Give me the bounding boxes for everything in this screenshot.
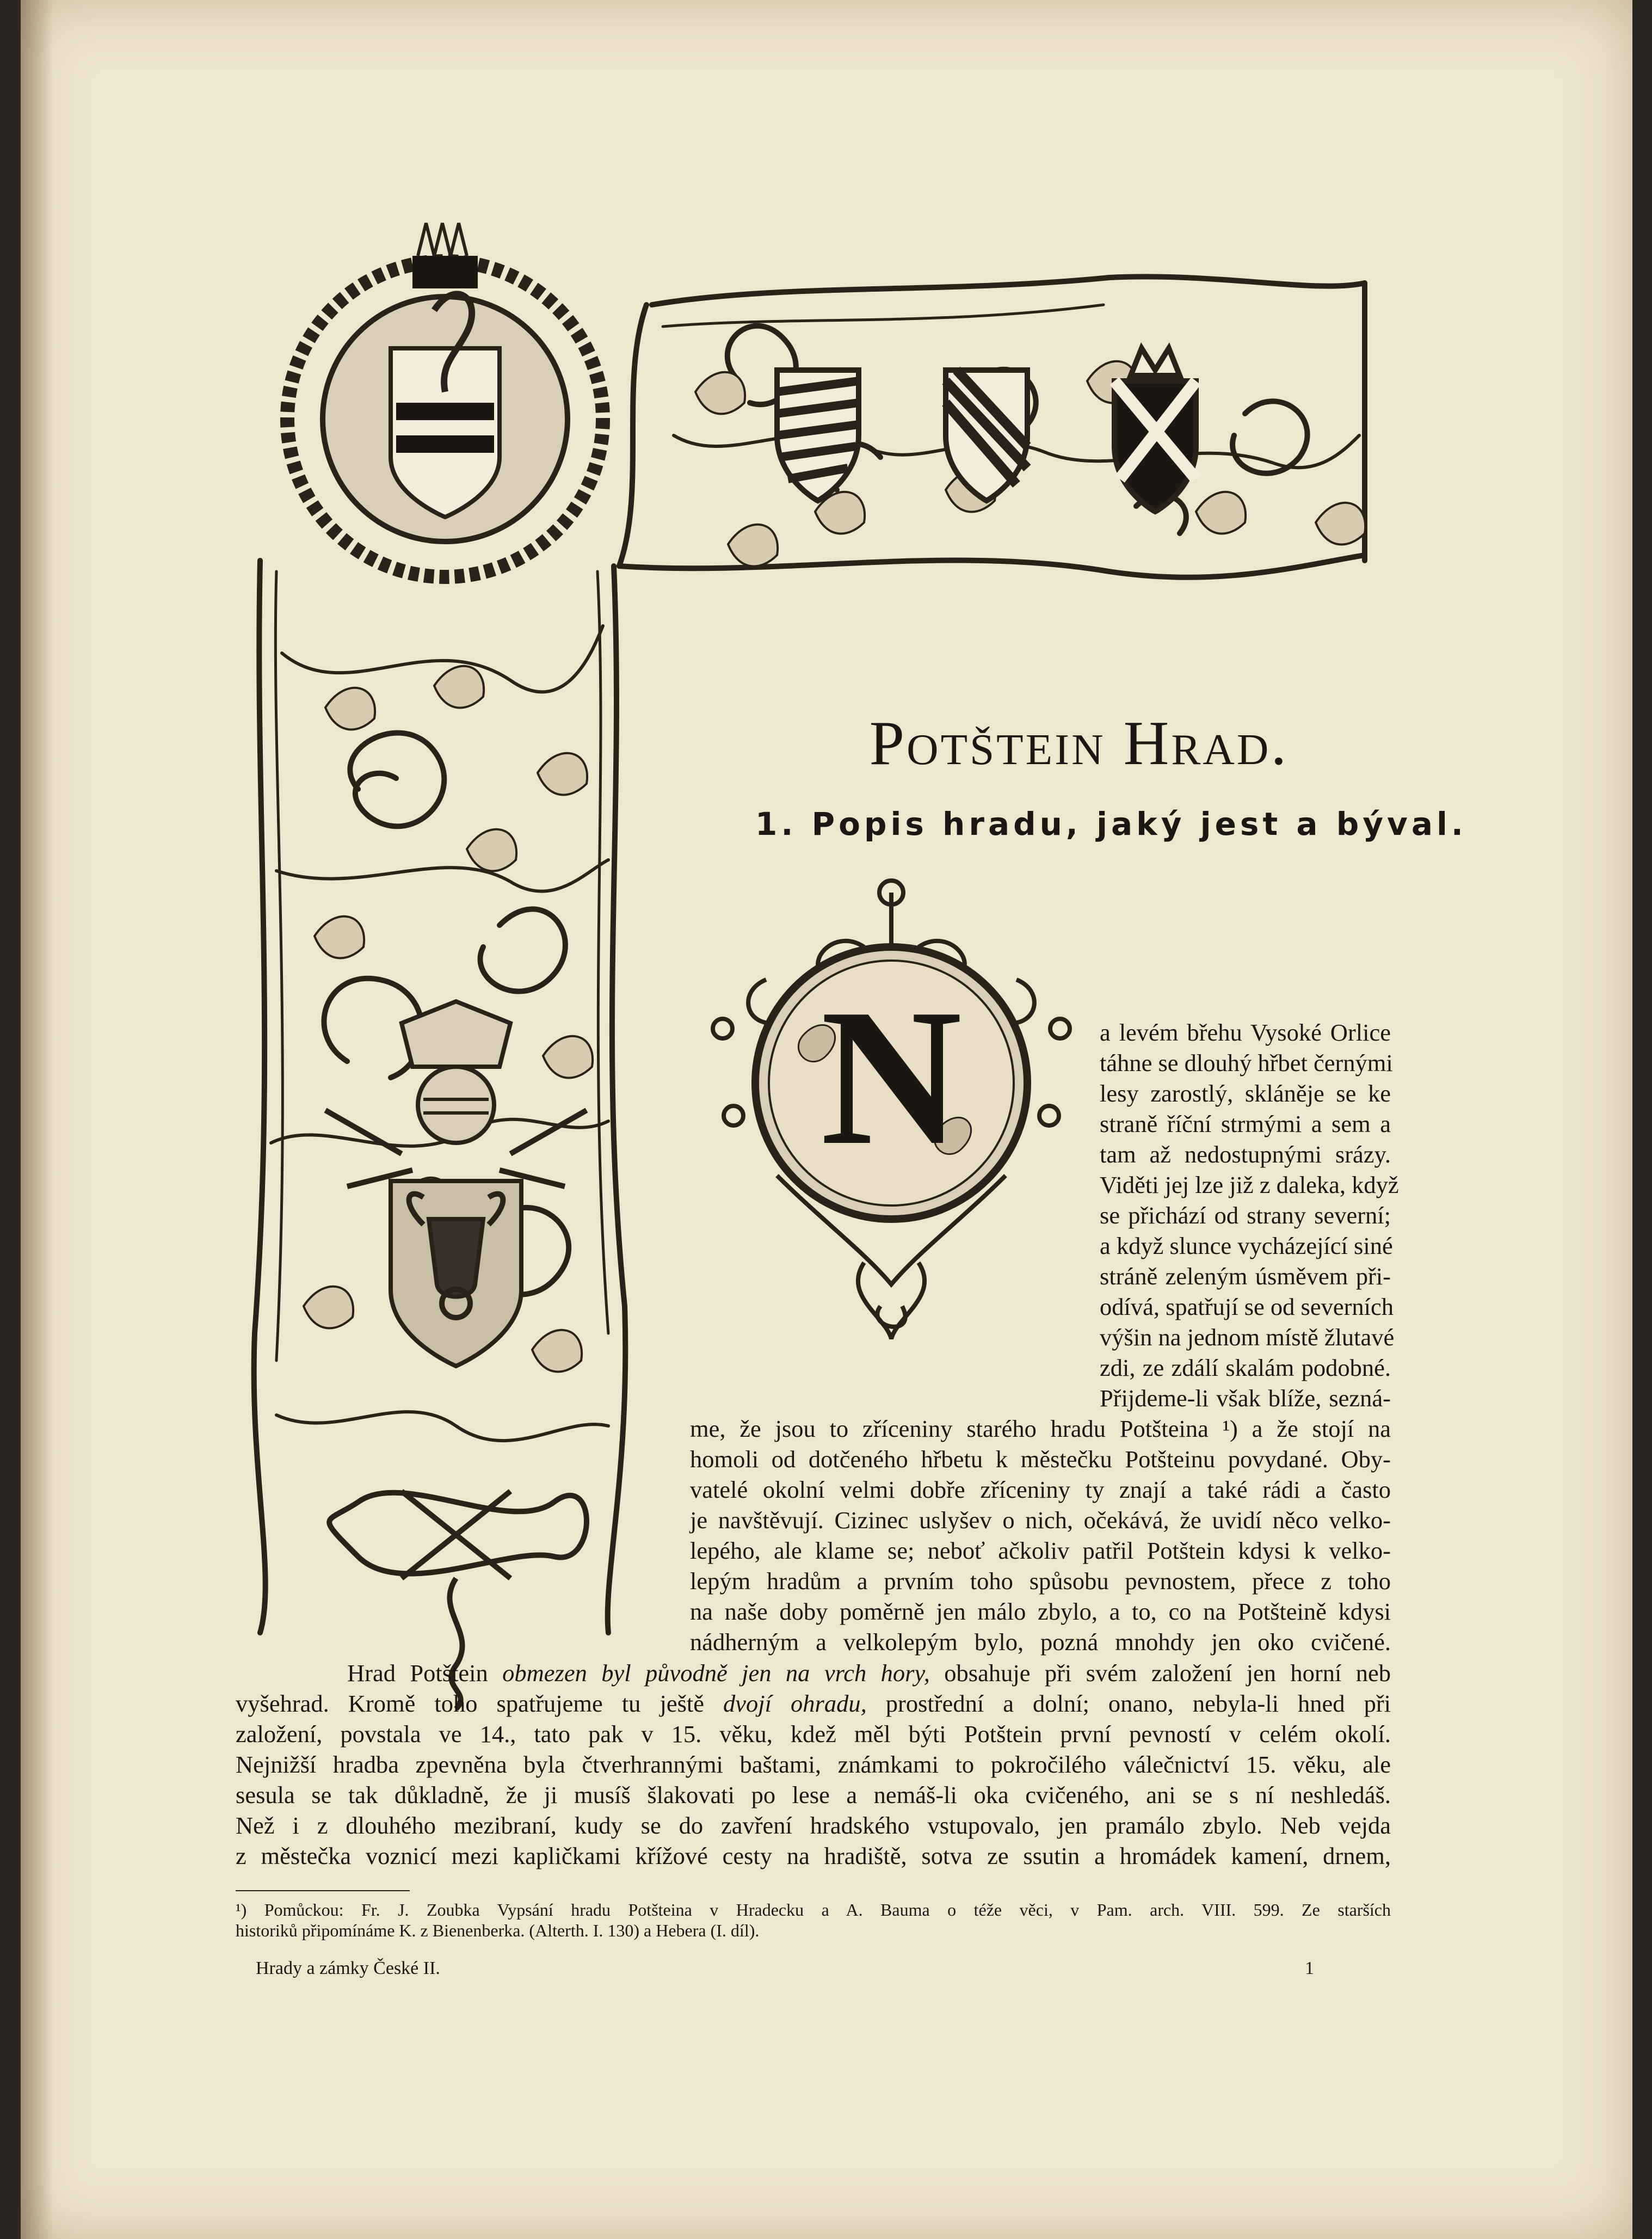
body-line: z městečka voznicí mezi kapličkami křížové cesty na hradiště, sotva ze ssutin a hromádek kamení, drnem, <box>236 1842 1391 1869</box>
body-line: a když slunce vycházející siné <box>1100 1232 1393 1259</box>
text-run: prostřední a dolní; onano, nebyla-li hned při <box>866 1690 1391 1717</box>
footnote-line: ¹) Pomůckou: Fr. J. Zoubka Vypsání hradu Potšteina v Hradecku a A. Bauma o téže věci, v Pam. arch. VIII. 599. Ze starších <box>236 1900 1391 1920</box>
body-line: zdi, ze zdálí skalám podobné. <box>1100 1354 1391 1381</box>
body-line: stráně zeleným úsměvem při- <box>1100 1263 1391 1290</box>
body-line: na naše doby poměrně jen málo zbylo, a to, co na Potšteině kdysi <box>690 1598 1391 1625</box>
body-line: se přichází od strany severní; <box>1100 1202 1391 1229</box>
body-line: me, že jsou to zříceniny starého hradu Potšteina ¹) a že stojí na <box>690 1415 1391 1442</box>
body-line: Nejnižší hradba zpevněna byla čtverhrannými baštami, známkami to pokročilého válečnictví 15. věku, ale <box>236 1751 1391 1778</box>
text-run: vyšehrad. Kromě toho spatřujeme tu ještě <box>236 1690 724 1717</box>
body-line: straně říční strmými a sem a <box>1100 1110 1391 1137</box>
body-line: tam až nedostupnými srázy. <box>1100 1141 1391 1168</box>
body-line: homoli od dotčeného hřbetu k městečku Potšteinu povydané. Oby- <box>690 1445 1391 1473</box>
body-line <box>347 1658 1391 1688</box>
body-line: výšin na jednom místě žlutavé <box>1100 1324 1395 1351</box>
body-line: a levém břehu Vysoké Orlice <box>1100 1019 1391 1046</box>
emphasis-text: obmezen byl původně jen na vrch hory, <box>502 1659 930 1687</box>
body-line <box>236 1689 1391 1719</box>
page-number: 1 <box>1305 1958 1314 1978</box>
body-line: lesy zarostlý, skláněje se ke <box>1100 1080 1391 1107</box>
body-line: založení, povstala ve 14., tato pak v 15. věku, kdež měl býti Potštein první pevností v celém okolí. <box>236 1720 1391 1748</box>
text-run: Hrad Potštein <box>347 1659 503 1687</box>
section-heading: 1. Popis hradu, jaký jest a býval. <box>755 805 1467 842</box>
body-line: nádherným a velkolepým bylo, pozná mnohdy jen oko cvičené. <box>690 1628 1391 1656</box>
body-line: je navštěvují. Cizinec uslyšev o nich, očekává, že uvidí něco velko- <box>690 1506 1391 1534</box>
footnote-rule <box>236 1890 410 1891</box>
body-line: lepým hradům a prvním toho spůsobu pevnostem, přece z toho <box>690 1567 1391 1595</box>
wreath-crest-icon <box>287 223 603 577</box>
body-line: sesula se tak důkladně, že ji musíš šlakovati po lese a nemáš-li oka cvičeného, ani se s ní neshledáš. <box>236 1781 1391 1809</box>
text-run: obsahuje při svém založení jen horní neb <box>929 1659 1391 1687</box>
body-line: Viděti jej lze již z daleka, když <box>1100 1171 1399 1198</box>
body-line: vatelé okolní velmi dobře zříceniny ty znají a také rádi a často <box>690 1476 1391 1503</box>
emphasis-text: dvojí ohradu, <box>723 1690 867 1717</box>
body-line: odívá, spatřují se od severních <box>1100 1293 1394 1320</box>
body-line: lepého, ale klame se; neboť ačkoliv patřil Potštein kdysi k velko- <box>690 1537 1391 1564</box>
drop-cap-ornament <box>701 871 1082 1361</box>
footnote-line: historiků připomínáme K. z Bienenberka. (Alterth. I. 130) a Hebera (I. díl). <box>236 1921 760 1940</box>
body-line: táhne se dlouhý hřbet černými <box>1100 1049 1393 1077</box>
drop-cap-letter: N <box>821 968 962 1185</box>
running-footer: Hrady a zámky České II. <box>256 1958 440 1978</box>
body-line: Přijdeme-li však blíže, sezná- <box>1100 1385 1391 1412</box>
book-page <box>21 0 1632 2239</box>
body-line: Než i z dlouhého mezibraní, kudy se do zavření hradského vstupovalo, jen pramálo zbylo. Neb vejda <box>236 1812 1391 1839</box>
page-title: Potštein Hrad. <box>869 709 1289 778</box>
shield-icon <box>777 348 1196 512</box>
